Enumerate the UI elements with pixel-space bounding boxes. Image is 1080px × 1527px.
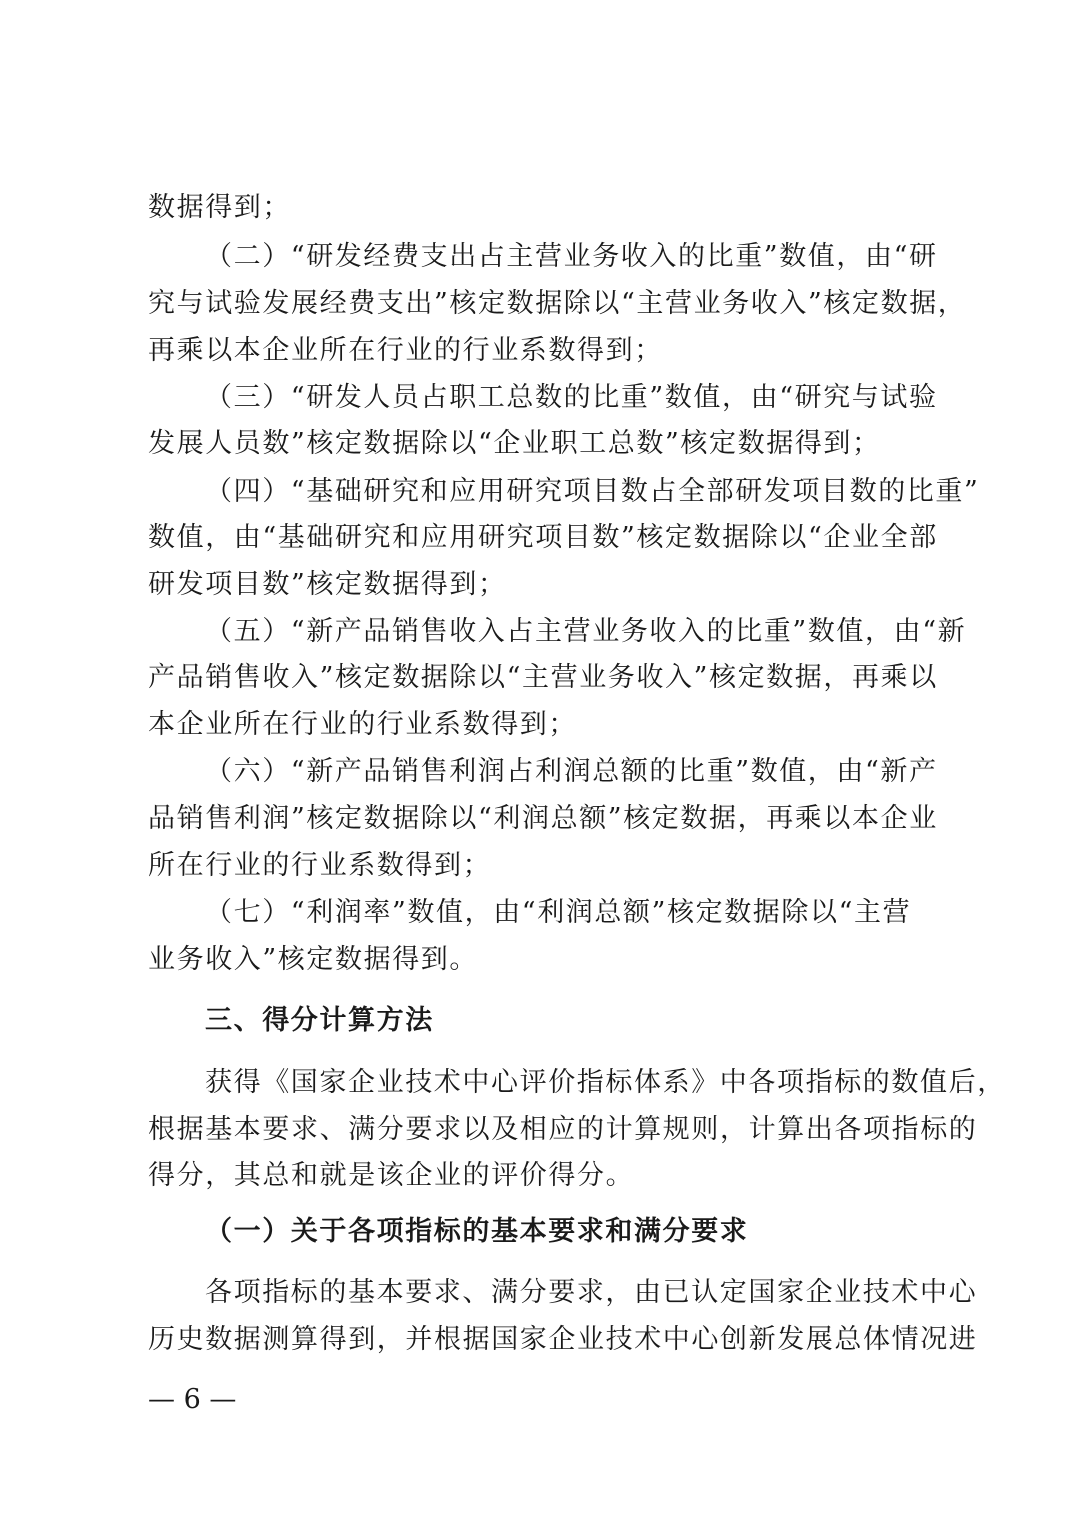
text-line: 得分，其总和就是该企业的评价得分。 bbox=[148, 1160, 635, 1191]
text-line: 产品销售收入”核定数据除以“主营业务收入”核定数据，再乘以 bbox=[148, 662, 938, 693]
text-line: 历史数据测算得到，并根据国家企业技术中心创新发展总体情况进 bbox=[148, 1324, 978, 1355]
text-line: 究与试验发展经费支出”核定数据除以“主营业务收入”核定数据， bbox=[148, 288, 967, 319]
text-line: 数据得到； bbox=[148, 192, 291, 223]
text-line: 品销售利润”核定数据除以“利润总额”核定数据，再乘以本企业 bbox=[148, 803, 938, 834]
text-line: 各项指标的基本要求、满分要求，由已认定国家企业技术中心 bbox=[205, 1277, 978, 1308]
subsection-heading: （一）关于各项指标的基本要求和满分要求 bbox=[205, 1216, 749, 1247]
text-line: （二）“研发经费支出占主营业务收入的比重”数值，由“研 bbox=[205, 241, 938, 272]
text-line: 研发项目数”核定数据得到； bbox=[148, 569, 507, 600]
text-line: 再乘以本企业所在行业的行业系数得到； bbox=[148, 335, 663, 366]
text-line: （七）“利润率”数值，由“利润总额”核定数据除以“主营 bbox=[205, 897, 912, 928]
text-line: 所在行业的行业系数得到； bbox=[148, 850, 492, 881]
text-line: 发展人员数”核定数据除以“企业职工总数”核定数据得到； bbox=[148, 428, 881, 459]
text-line: （四）“基础研究和应用研究项目数占全部研发项目数的比重” bbox=[205, 476, 980, 507]
text-line: （五）“新产品销售收入占主营业务收入的比重”数值，由“新 bbox=[205, 616, 967, 647]
text-line: 数值，由“基础研究和应用研究项目数”核定数据除以“企业全部 bbox=[148, 522, 938, 553]
text-line: 本企业所在行业的行业系数得到； bbox=[148, 709, 577, 740]
text-line: 业务收入”核定数据得到。 bbox=[148, 944, 479, 975]
text-line: 获得《国家企业技术中心评价指标体系》中各项指标的数值后， bbox=[205, 1067, 1006, 1098]
section-heading: 三、得分计算方法 bbox=[205, 1005, 434, 1036]
text-line: （三）“研发人员占职工总数的比重”数值，由“研究与试验 bbox=[205, 382, 938, 413]
page-number: — 6 — bbox=[148, 1384, 237, 1415]
text-line: （六）“新产品销售利润占利润总额的比重”数值，由“新产 bbox=[205, 756, 938, 787]
text-line: 根据基本要求、满分要求以及相应的计算规则，计算出各项指标的 bbox=[148, 1114, 978, 1145]
